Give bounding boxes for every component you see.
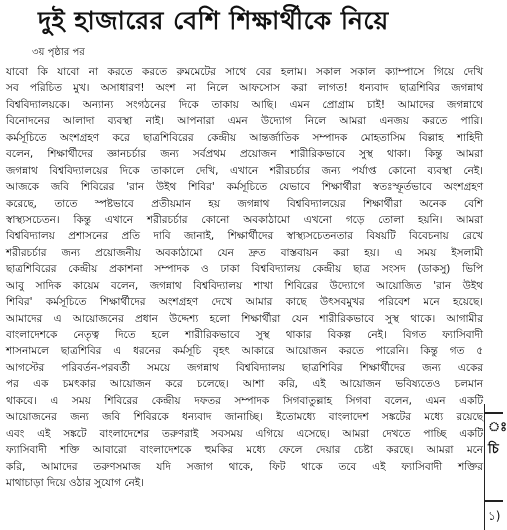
body-line: জগন্নাথ বিশ্ববিদ্যালয়ের দিকে তাকালে দেখি, এখানে শরীরচর্চার জন্য পর্যাপ্ত কোনো ব্যবস্থা নেই। [6,164,483,177]
body-line: থাকবে। এ সময় শিবিরের কেন্দ্রীয় দফতর সম্পাদক সিগবাতুল্লাহ সিগবা বলেন, এমন একটি [6,394,483,407]
body-line: আমাদের এ আয়োজনের প্রধান উদ্দেশ্য হলো শিক্ষার্থীরা যেন শারীরিকভাবে সুস্থ থাকে। আগামীর [6,312,483,325]
body-line: আজকে জবি শিবিরের 'রান উইথ শিবির' কর্মসূচিতে যেভাবে শিক্ষার্থীরা স্বতঃস্ফূর্তভাবে অংশগ্রহণ [6,181,483,194]
body-line: পর এক চমৎকার আয়োজন করে চলেছে। আশা করি, এই আয়োজন ভবিষ্যতেও চলমান [6,378,483,391]
body-line: ছাত্রশিবিরের কেন্দ্রীয় প্রকাশনা সম্পাদক ও ঢাকা বিশ্ববিদ্যালয় কেন্দ্রীয় ছাত্র সংসদ (ডাকসু) ভিপি [6,263,483,276]
body-line: যাবো কি যাবো না করতে করতে রুমমেটের সাথে বের হলাম। সকাল সকাল ক্যাম্পাসে গিয়ে দেখি [6,66,483,78]
adjacent-article-edge [484,404,507,530]
article-body [6,64,483,526]
body-line: বিশ্ববিদ্যালয়কে। অন্যান্য সংগঠনের দিকে তাকায় আছি। এমন প্রোগ্রাম চাই! আমাদের জগন্নাথে [6,98,483,111]
adjacent-text-fragment: ১) [488,509,501,523]
body-line: বাংলাদেশকে নেতৃত্ব দিতে হলে শারীরিকভাবে সুস্থ থাকার বিকল্প নেই। বিগত ফ্যাসিবাদী [6,329,483,341]
article-headline: দুই হাজারের বেশি শিক্ষার্থীকে নিয়ে [38,6,389,35]
body-line: বিশ্ববিদ্যালয় প্রশাসনের প্রতি দাবি জানাই, শিক্ষার্থীদের স্বাস্থ্যসচেতনতার বিষয়টি বিবেচনায় রেখে [6,230,483,243]
body-line: শিবির' কর্মসূচিতে শিক্ষার্থীদের অংশগ্রহণ দেখে আমার কাছে উৎসবমুখর পরিবেশ মনে হয়েছে। [6,296,483,309]
body-line: শরীরচর্চার জন্য প্রয়োজনীয় অবকাঠামো যেন দ্রুত বাস্তবায়ন করা হয়। এ সময় ইসলামী [6,246,483,259]
continued-from-page-3: ৩য় পৃষ্ঠার পর [32,47,85,58]
panel-rule [485,412,503,414]
adjacent-text-fragment: ঃ [488,420,507,435]
body-line: মাথাচাড়া দিয়ে ওঠার সুযোগ নেই। [6,476,144,489]
body-line: ফ্যাসিবাদী শক্তি আবারো বাংলাদেশকে হুমকির মধ্যে ফেলে দেয়ার চেষ্টা করছে। আমরা মনে [6,444,483,457]
body-line: সব পরিচিত মুখ। অসাধারণ! অংশ না নিলে আফসোস করা লাগত! ধন্যবাদ ছাত্রশিবির জগন্নাথ [6,82,483,95]
adjacent-text-fragment: চি [488,442,499,457]
body-line: শাসনামলে ছাত্রশিবির এ ধরনের কর্মসূচি বৃহৎ আকারে আয়োজন করতে পারেনি। কিন্তু গত ৫ [6,345,483,358]
body-line: বিনোদনের আলাদা ব্যবস্থা নাই। আপনারা এমন উদ্যোগ নিলে আমরা এনজয় করতে পারি। [6,115,483,128]
body-line: আগস্টের পরিবর্তন-পরবর্তী সময়ে জগন্নাথ বিশ্ববিদ্যালয় ছাত্রশিবির শিক্ষার্থীদের জন্য একের [6,361,483,374]
body-line: স্বাস্থ্যসচেতন। কিন্তু এখানে শরীরচর্চার কোনো অবকাঠামো এখনো গড়ে তোলা হয়নি। আমরা [6,213,483,226]
body-line: আয়োজনের জন্য জবি শিবিরকে ধন্যবাদ জানাচ্ছি। ইতোমধ্যে বাংলাদেশ সঙ্কটের মধ্যে রয়েছে [6,411,483,424]
panel-rule [485,500,503,502]
body-line: বলেন, শিক্ষার্থীদের জ্ঞানচর্চার জন্য সর্বপ্রথম প্রয়োজন শারীরিকভাবে সুস্থ থাকা। কিন্তু আমরা [6,148,483,161]
body-line: আবু সাদিক কায়েম বলেন, জগন্নাথ বিশ্ববিদ্যালয় শাখা শিবিরের উদ্যোগে আয়োজিত 'রান উইথ [6,279,483,292]
body-line: এবং এই সঙ্কটে বাংলাদেশের তরুণরাই সবসময় এগিয়ে এসেছে। আমরা দেখতে পাচ্ছি একটি [6,427,483,440]
body-line: করি, আমাদের তরুণসমাজ যদি সজাগ থাকে, ফিট থাকে তবে এই ফ্যাসিবাদী শক্তির [6,460,483,473]
body-line: কর্মসূচিতে অংশগ্রহণ করে ছাত্রশিবিরের কেন্দ্রীয় আন্তর্জাতিক সম্পাদক মোহতাসিম বিল্লাহ শাহিদী [6,131,483,144]
body-line: করেছে, তাতে স্পষ্টভাবে প্রতীয়মান হয় জগন্নাথ বিশ্ববিদ্যালয়ের শিক্ষার্থীরা অনেক বেশি [6,197,483,210]
